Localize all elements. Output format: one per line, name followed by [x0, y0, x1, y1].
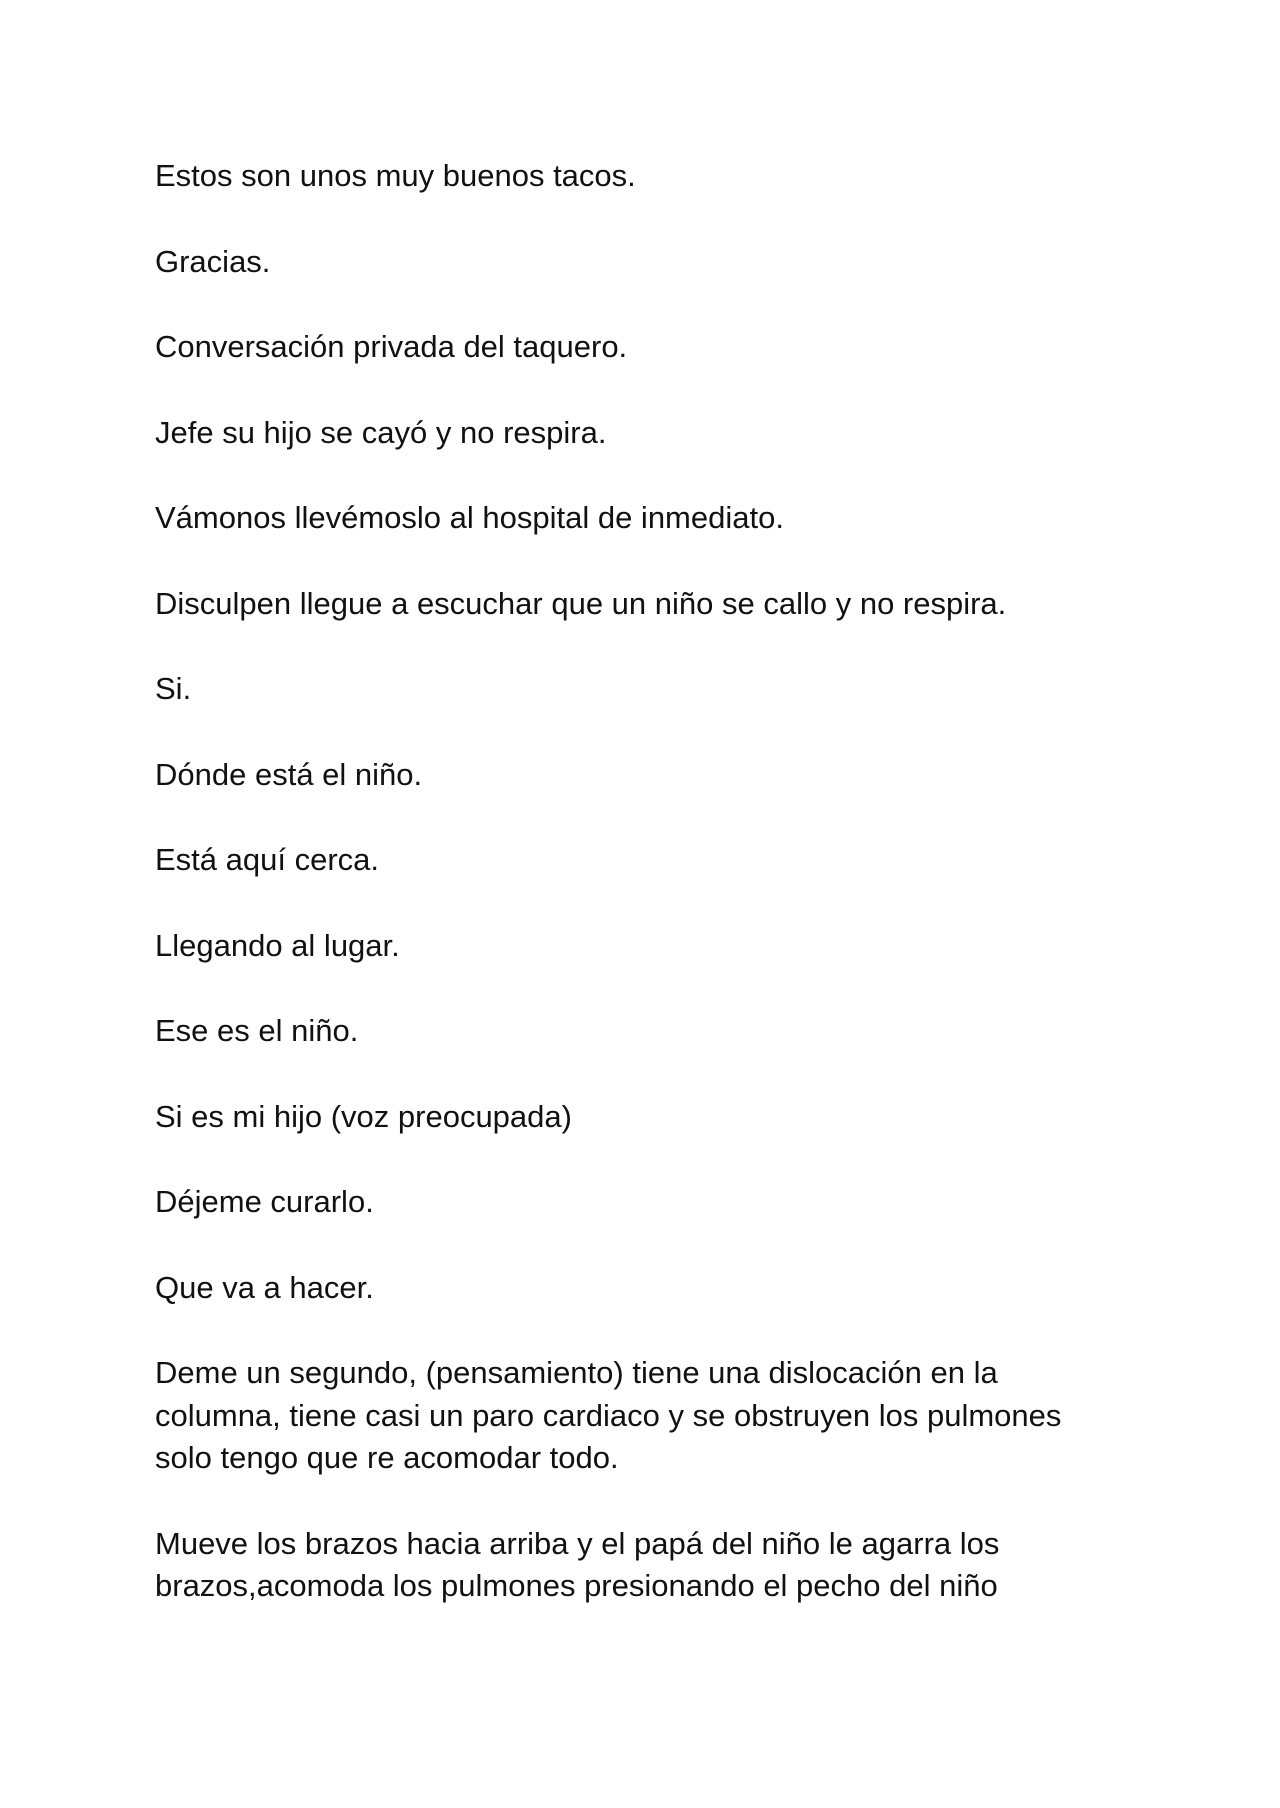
paragraph: Ese es el niño. — [155, 1013, 359, 1048]
document-body — [155, 155, 1115, 1608]
paragraph: Está aquí cerca. — [155, 842, 380, 877]
paragraph: Deme un segundo, (pensamiento) tiene una dislocación en la columna, tiene casi un paro cardiaco y se obstruyen los pulmones solo tengo que re acomodar todo. — [155, 1355, 1062, 1475]
paragraph: Estos son unos muy buenos tacos. — [155, 158, 636, 193]
paragraph: Jefe su hijo se cayó y no respira. — [155, 414, 607, 450]
paragraph: Que va a hacer. — [155, 1269, 374, 1305]
paragraph: Déjeme curarlo. — [155, 1184, 374, 1219]
paragraph: Gracias. — [155, 243, 271, 279]
paragraph: Conversación privada del taquero. — [155, 329, 628, 364]
paragraph: Llegando al lugar. — [155, 927, 400, 963]
paragraph: Disculpen llegue a escuchar que un niño se callo y no respira. — [155, 585, 1007, 621]
paragraph: Vámonos llevémoslo al hospital de inmediato. — [155, 500, 784, 535]
paragraph: Si es mi hijo (voz preocupada) — [155, 1098, 572, 1134]
paragraph: Si. — [155, 671, 192, 706]
paragraph: Mueve los brazos hacia arriba y el papá del niño le agarra los brazos,acomoda los pulmones presionando el pecho del niño — [155, 1525, 1000, 1603]
paragraph: Dónde está el niño. — [155, 756, 423, 792]
